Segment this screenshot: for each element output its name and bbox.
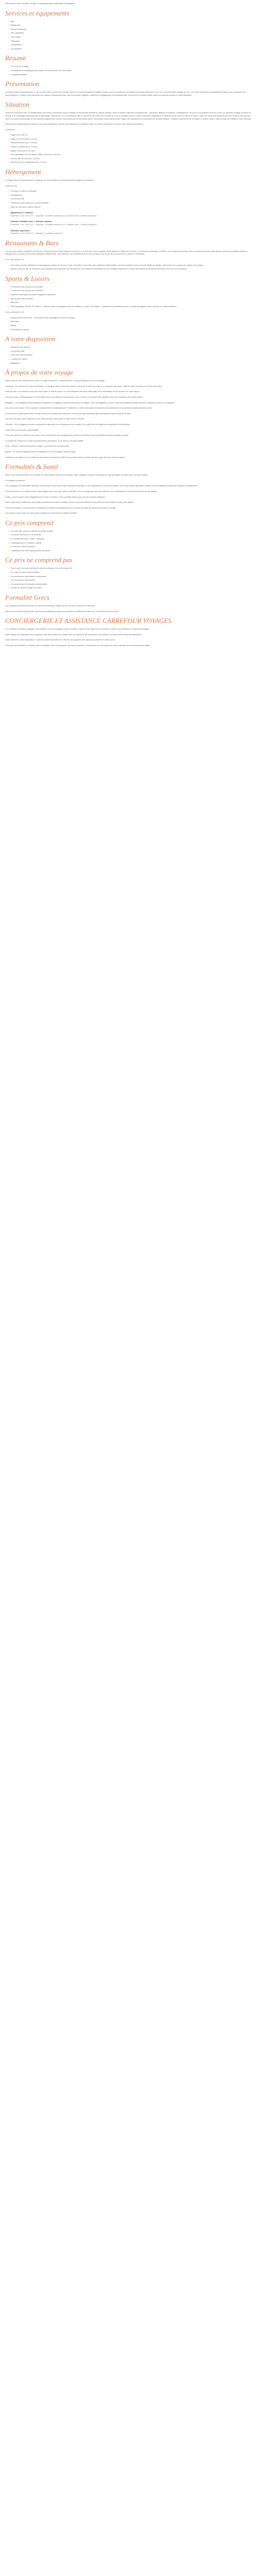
sports-heading: Sports & Loisirs bbox=[5, 274, 50, 282]
equipments-list bbox=[5, 190, 253, 208]
list-item: • Terrasse ou balcon aménagé bbox=[8, 190, 253, 193]
resume-list bbox=[5, 65, 253, 76]
list-item: • Rendez-vous au bar de la piscine pour déguster des boissons non alcoolisées, des boissons alcoolisées et des cocktails artisanaux. Prenez des moments de détente absolue, avec vue sur la piscine. bbox=[8, 267, 253, 270]
room-details: Superficie : env. 40-42 m² – Capacité : 4 adultes maximum ou 2 adultes avec 2 enfants maximum bbox=[10, 223, 97, 226]
propos-body bbox=[5, 379, 253, 459]
list-item: • Paradise Beach (env. 2,9 km) bbox=[8, 141, 253, 144]
sports-paid-list bbox=[5, 316, 253, 331]
list-item: • Carte de crédit acceptée bbox=[8, 353, 253, 357]
paragraph: Les prix et taux d'hébergement et d'inscription sont tous affichés par personne pour le séjour. Ils peuvent être ajustés selon les conditions de la réservation. bbox=[5, 396, 143, 398]
list-item: • Les taxes aériennes et de sécurité bbox=[8, 533, 253, 536]
list-item: • 3 à 6 km de la plage bbox=[8, 65, 253, 68]
paragraph: Nous vous conseillons de vérifier auprès des autorités grecques les dernières conditions d'entrée sur le territoire avant de partir. bbox=[5, 609, 119, 613]
room-title: Chambre Familiale avec 1 chambre séparée bbox=[10, 220, 52, 223]
list-item: • Aéroport de Kos Ippokratis (env. 7,8 km) bbox=[8, 161, 253, 164]
paid-label: Avec participation (€) : bbox=[5, 258, 25, 261]
paragraph: Transport : En fonction de votre destination, le transport aérien est inclus dans le prix pour la durée du séjour : le transport aéroport / hôtel et hôtel / aéroport en Grèce est inclus. bbox=[5, 384, 163, 387]
resume-heading: Résumé bbox=[5, 54, 26, 62]
paragraph: Bébés : 0-2 ans sont gratuits selon la législation de la compagnie, pas de siège. bbox=[5, 450, 76, 453]
list-item: • Salle de bain avec cabine douche bbox=[8, 206, 253, 209]
paragraph: Pour des raisons de santé et de confort, nous conseillons aux voyageurs de suivre les conseils et recommandations des autorités de santé. bbox=[5, 434, 130, 437]
room-title: Appartement 1 chambre bbox=[10, 211, 34, 214]
list-item: • Aire de jeux pour enfants bbox=[8, 297, 253, 300]
formalite-grecs-heading: Formalité Grecs bbox=[5, 594, 50, 601]
list-item: • Les assurances (annulation, multirisque) bbox=[8, 575, 253, 578]
paragraph: Les voyageurs de nationalité française doivent être munis d'une carte nationale d'identité ou d'un passeport en cours de validité. Pour toute autre nationalité, veuillez vous renseigner auprès des autorités compétentes. bbox=[5, 484, 198, 487]
list-item: • Tout ce qui n'est pas mentionné dans la rubrique «Ce prix comprend» bbox=[8, 567, 253, 570]
services-list bbox=[5, 20, 253, 50]
list-item: • Télévision bbox=[8, 40, 253, 43]
list-item: • Solarium aménagé de chaises longues et parasols bbox=[8, 293, 253, 296]
list-item: • Conciergerie bbox=[8, 47, 253, 50]
paragraph: Santé : aucun vaccin n'est obligatoire pour entrer en Grèce. Il est conseillé d'être à jour de ses vaccins habituels. bbox=[5, 495, 105, 498]
services-heading: Services et équipements bbox=[5, 9, 70, 17]
list-item: • Le transfert aéroport / hôtel / aéroport bbox=[8, 537, 253, 540]
paragraph: Pour les mineurs : un enfant mineur doit voyager avec sa propre pièce d'identité. S'il ne voyage pas avec ses parents, une autorisation de sortie du territoire est nécessaire. bbox=[5, 489, 158, 493]
paragraph: Nous vous recommandons de consulter les informations utiles pour préparer votre voyage et prendre connaissance des actualités du pays que vous allez visiter. bbox=[5, 473, 148, 477]
prix-comprend-list bbox=[5, 530, 253, 552]
paragraph: Un Conseiller Carrefour Voyages Conciergerie vous accompagne avant, pendant et après votre séjour pour répondre à toutes vos questions et vous accompagner. bbox=[5, 628, 150, 631]
paid-label: Avec participation (€) : bbox=[5, 311, 25, 314]
room-details: Superficie : env. 40-50 m² – Capacité : 4 adultes maximum ou 2 adultes avec 2 enfants maximum bbox=[10, 214, 97, 217]
list-item: • Complètement stratégique pour partir à la découverte de Cherruelles bbox=[8, 69, 253, 72]
hotel-description-page bbox=[0, 0, 258, 650]
hebergement-text: La Plage Hôtel & Appartements 4* dispose de 125 chambres et appartements, élégants et spacieux. bbox=[5, 179, 94, 182]
paragraph: Formalités douanières : bbox=[5, 479, 26, 482]
sports-list bbox=[5, 285, 253, 308]
intro-text: Découvrez le prix complet / Ce prix ne comprend pas l'ensemble Conciergerie bbox=[5, 2, 75, 5]
paragraph: Nous mettons à votre disposition un service client disponible 7j/7 afin de vous garantir des vacances sereines et sans souci. bbox=[5, 638, 116, 641]
list-item: • Restaurant bbox=[8, 24, 253, 27]
paragraph: Conditions de paiement : Le dépôt de réservation correspond à 30% du montant total et le solde doit être payé 30 jours avant le départ. bbox=[5, 455, 125, 459]
room-type bbox=[5, 220, 253, 226]
propos-heading: À propos de votre voyage bbox=[5, 368, 73, 377]
disposition-list bbox=[5, 346, 253, 364]
paragraph: Toute information relative aux formalités douanières peut être modifiée. Nous vous recommandons de vérifier les informations avant votre départ. bbox=[5, 501, 134, 504]
list-item: • Mastic Fronto (env. 3,4 km) bbox=[8, 149, 253, 152]
hebergement-heading: Hébergement bbox=[5, 168, 41, 176]
list-item: • Location de voiture bbox=[8, 358, 253, 361]
list-item: • Les pourboires et dépenses personnelles bbox=[8, 583, 253, 586]
list-item: • Parc aquatique de Lido Beach Water Park (env. 5,8 km) bbox=[8, 153, 253, 156]
paragraph: Les prix de la formule «Tout compris» comprennent le petit-déjeuner, le déjeuner, le dîner ainsi que les boissons non alcoolisées et alcoolisées locales servies au bar. bbox=[5, 406, 152, 410]
list-item: • Espace Spa et bien-être : mini-sauna avec massages et soins du visage bbox=[8, 316, 253, 319]
prix-ne-comprend-list bbox=[5, 567, 253, 589]
list-item: • La taxe de séjour à régler sur place bbox=[8, 586, 253, 589]
list-item: • Mini-club bbox=[8, 301, 253, 304]
paragraph: Cette offre est soumise à disponibilité. bbox=[5, 428, 39, 431]
list-item: • Les frais de visa et de formalités bbox=[8, 571, 253, 574]
list-item: • Plage de Tholos (env. 2,5 km) bbox=[8, 138, 253, 141]
list-item: • Connexion Wifi bbox=[8, 350, 253, 353]
room-title: Chambre supérieure bbox=[10, 229, 30, 232]
paragraph: Une taxe de séjour (par chambre et par nuit) peut être demandée à votre arrivée à l'hôtel. bbox=[5, 417, 85, 420]
list-item: • Plage (env. 250 m) bbox=[8, 133, 253, 137]
presentation-heading: Présentation bbox=[5, 80, 40, 88]
room-type bbox=[5, 229, 253, 235]
paragraph: Pour les étrangers, il est fortement conseillé de consulter l'ambassade ou le consulat du pays de destination avant le voyage. bbox=[5, 506, 117, 509]
room-details: Superficie : env. 28-32 m² – Capacité : 2 adultes maximum bbox=[10, 232, 62, 235]
presentation-text: La Plage Hôtel & Appartements 4* est un hôtel situé au bord de l'Océan, dans un endroit tranquille de Matias, facile pour les couples et les familles et à seulement 300 m de l'une des plus belles plages de l'île. Cet hôtel vous offre la possibilité de passer des vacances très décontractées. L'endroit nous accueille une équipe chaleureuse pour une découverte originale, réfléchie et engagement environnemental. Découvrez l'excellent buffet varié aux saveurs locales et internationales. bbox=[5, 91, 246, 96]
list-item: • Parc aquatique bbox=[8, 31, 253, 35]
list-item: • Club enfant bbox=[8, 36, 253, 39]
list-item: • Climatisation bbox=[8, 194, 253, 197]
list-item: • Wifi bbox=[8, 20, 253, 23]
formalites-heading: Formalités & Santé bbox=[5, 463, 58, 471]
paragraph: Sécurité : Des voyageurs peuvent demander à disposer d'un cadenas pour les casiers. Un coffre-fort est également disponible à la réception. bbox=[5, 422, 131, 426]
list-item: • La formule «Demi-pension» bbox=[8, 545, 253, 548]
list-item: • 5 salariés qualifiés bbox=[8, 73, 253, 76]
paragraph: Notre équipe est disponible pour organiser des réservations de restaurants, de transferts, de spectacles, d'excursions ou toute autre demande particulière. bbox=[5, 633, 142, 636]
prix-ne-comprend-heading: Ce prix ne comprend pas bbox=[5, 556, 73, 564]
list-item: • L'assistance de notre représentant sur place bbox=[8, 549, 253, 552]
list-item: • Une toute nouvelle pâtisserie la boulangerie-maison de 26 avec trugs, est prête à vous offrir des variantes d'alimentation sur des produits locaux et de fleuristes du village, ainsi qu'un bon conseil de cuisine de la région. bbox=[8, 264, 253, 267]
room-type bbox=[5, 211, 253, 217]
list-item: • Hammam bbox=[8, 320, 253, 323]
list-item: • Billard bbox=[8, 324, 253, 327]
list-item: • Réception (24 heures) bbox=[8, 346, 253, 349]
list-item: • Connexion Wifi bbox=[8, 197, 253, 200]
list-item: • 2 piscines d'eau douce pour enfants bbox=[8, 289, 253, 292]
restaurants-list bbox=[5, 264, 253, 270]
equipments-label: Equipements : bbox=[5, 184, 18, 187]
prix-comprend-heading: Ce prix comprend bbox=[5, 518, 54, 527]
list-item: • Parc Aquatique SHERLOPI AQUA : 3 piscine avec 3 toboggans pour les adultes, un pour les enfants : 3 piscines pour enfants et avec 3 petits toboggans (selon période et programmation). bbox=[8, 305, 253, 308]
list-item: • Centre-ville de Kos (env. 3,6 km) bbox=[8, 157, 253, 160]
situation-text: Située au sud-est de l'île, la multiplication des Dieux et prémices d'une marquée d'une grande identité et culture antique, dans la beauté naturelle exceptionnelle : nouveaux ateliers de saveurs, d'atmosphère, de l'épi ou de grande île de la Grèce, un fabuleux voyage à travers la beauté et les paysages sauvages de la mythologie. Bienvenue ! Le commerçant, par le spécial de Hermes, est conforté si vous le souhaitez par le mode d'Hermines, Matalesal et Tambres ouvert vers la ville et la nature, avec de nombreux quartiers pour les enfants ainsi qu'une zone de loisirs commerciale où les produits traditionnels ont été renouvelés par de nouvelles idées. Découvrez aussi dans la belle région de Kardamena, où la pêche est de toute beauté, et faites l'expérience de la nature en pleine nature, avec la baie de Kefalos et ses chemins. bbox=[5, 111, 252, 120]
disposition-heading: A votre disposition bbox=[5, 335, 56, 343]
paragraph: Nous voulons vous informer que le prix de base comprend 1 chambre selon la personnalisation de votre voyage. bbox=[5, 379, 105, 382]
paragraph: Vous devez vous munir de votre carte européenne d'assurance maladie (CEAM). bbox=[5, 512, 77, 515]
list-item: • Télévision écran plat avec chaînes satellite bbox=[8, 201, 253, 205]
list-item: • Les vols aller-retour au départ de la ville choisie bbox=[8, 530, 253, 533]
formalites-body bbox=[5, 473, 253, 515]
nearby-list bbox=[5, 133, 253, 164]
list-item: • L'hébergement en chambre double bbox=[8, 541, 253, 545]
list-item: • Palais de Mastia (env. 3,6 km) bbox=[8, 145, 253, 148]
list-item: • Les excursions optionnelles bbox=[8, 579, 253, 582]
paragraph: Le départ de l'hôtel est à 12h00 sauf demande particulière, sous réserve de disponibilité. bbox=[5, 439, 84, 442]
situation-text: Découvrez le restaurant de l'hôtel en une pause délicieuse, l'accès aux collines d'un caractère idéal, et toute la beauté de la Grèce, des cultures anciennes. bbox=[5, 123, 143, 126]
paragraph: Bagages : Les voyageurs sont autorisés à emporter un bagage à main par personne en cabine. Pour les bagages en soute, des frais supplémentaires peuvent s'appliquer selon la compagnie. bbox=[5, 401, 175, 404]
nearby-label: A proximité : bbox=[5, 128, 17, 131]
list-item: • Sorcelleries et ploufs bbox=[8, 328, 253, 331]
restaurants-text: Lors de votre séjour, profitez de la formule «Demi-pension» (Petit-déjeuner et dîner) ou la formule «Tout compris» (Petit-déjeuner, déjeuner et dîner). Le restaurant principal «L'Olivia» vous propose un buffet varié à volonté dans une salle grande cernée de multiples salles à manger dans le cadre de la cuisine grecque traditionnelle. Des boissons vous attendent au bar de la piscine sur le bar qui se trouve sur le balcon à l'extérieur. bbox=[5, 249, 247, 256]
restaurants-heading: Restaurants & Bars bbox=[5, 239, 59, 247]
list-item: • Bagagerie bbox=[8, 362, 253, 365]
list-item: • Climatisation bbox=[8, 43, 253, 46]
paragraph: Les voyageurs doivent présenter un document d'identité valide lors de l'arrivée à l'hôtel et à l'aéroport. bbox=[5, 604, 96, 607]
paragraph: Pour pouvoir profiter pleinement de votre séjour, les enfants de moins de 2 ans ne sont pas acceptés dans les piscines sans couches de bain. bbox=[5, 412, 132, 415]
paragraph: Pour plus d'informations, n'hésitez pas à contacter notre conciergerie, qui saura répondre à l'ensemble de vos besoins et vous proposer des services personnalisés. bbox=[5, 643, 151, 647]
list-item: • Piscine extérieure bbox=[8, 28, 253, 31]
situation-heading: Situation bbox=[5, 100, 29, 109]
list-item: • 2 Piscines d'eau douce pour adultes bbox=[8, 285, 253, 289]
paragraph: Frais de visa : Les visas ne sont pas inclus dans le tarif du séjour. Le visa dépendra de votre nationalité, de la destination et de la durée de votre séjour. bbox=[5, 390, 140, 393]
conciergerie-heading: CONCIERGERIE ET ASSISTANCE CARREFOUR VOYAGES bbox=[5, 617, 172, 625]
paragraph: Frais : dossier à 25€ par personne à régler au moment de la réservation. bbox=[5, 445, 70, 448]
